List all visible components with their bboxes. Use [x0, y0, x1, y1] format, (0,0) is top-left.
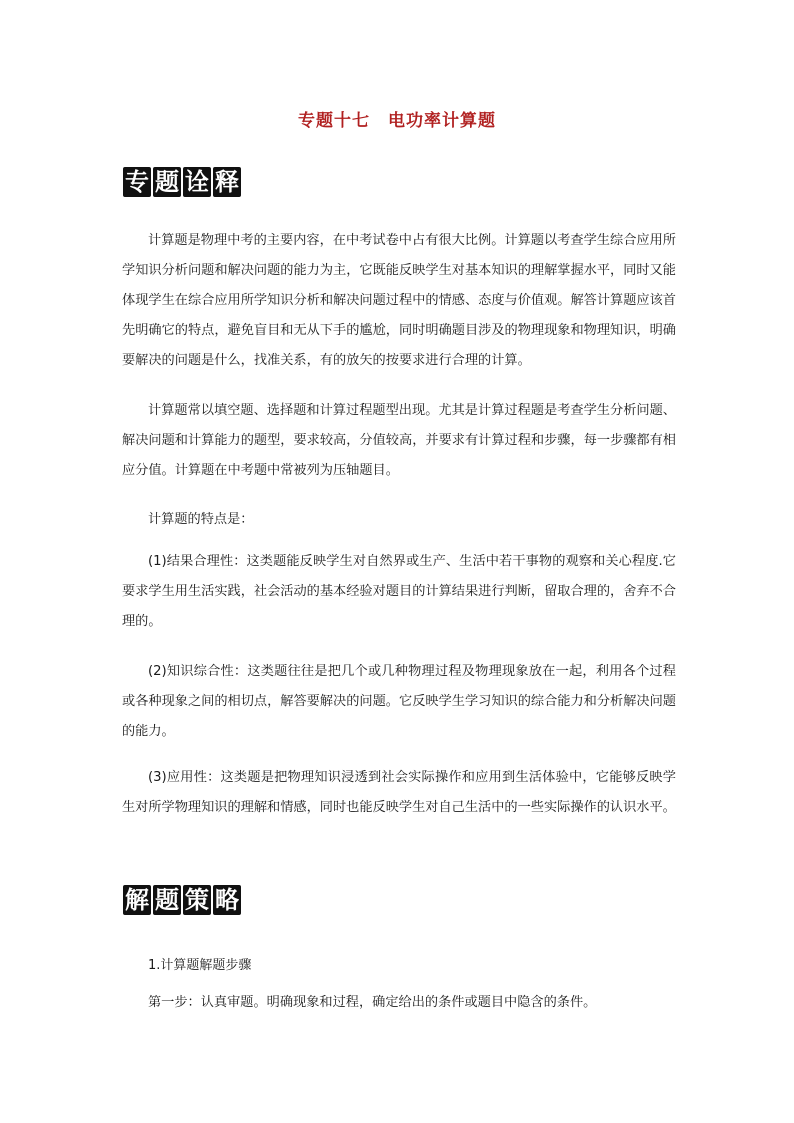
- badge-char: 诠: [185, 168, 209, 196]
- paragraph-feature-2: (2)知识综合性：这类题往往是把几个或几种物理过程及物理现象放在一起，利用各个过程或各种现象之间的相切点，解答要解决的问题。它反映学生学习知识的综合能力和分析解决问题的能力。: [122, 664, 676, 739]
- paragraph-features-lead: 计算题的特点是：: [148, 512, 254, 527]
- paragraph-feature-1: (1)结果合理性：这类题能反映学生对自然界或生产、生活中若干事物的观察和关心程度.它要求学生用生活实践，社会活动的基本经验对题目的计算结果进行判断，留取合理的，舍弃不合理的。: [122, 554, 676, 629]
- badge-char: 策: [185, 886, 209, 914]
- document-title: 专题十七 电功率计算题: [298, 111, 496, 131]
- badge-char: 题: [155, 886, 179, 914]
- step-one: 第一步：认真审题。明确现象和过程，确定给出的条件或题目中隐含的条件。: [148, 995, 597, 1010]
- section-badge-strategy: [123, 885, 241, 915]
- badge-char: 解: [125, 886, 149, 914]
- badge-char: 专: [125, 168, 149, 196]
- paragraph-forms: 计算题常以填空题、选择题和计算过程题型出现。尤其是计算过程题是考查学生分析问题、解决问题和计算能力的题型，要求较高，分值较高，并要求有计算过程和步骤，每一步骤都有相应分值。计算题在中考题中常被列为压轴题目。: [122, 403, 676, 478]
- steps-heading: 1.计算题解题步骤: [148, 958, 252, 973]
- paragraph-intro: 计算题是物理中考的主要内容，在中考试卷中占有很大比例。计算题以考查学生综合应用所学知识分析问题和解决问题的能力为主，它既能反映学生对基本知识的理解掌握水平，同时又能体现学生在综合应用所学知识分析和解决问题过程中的情感、态度与价值观。解答计算题应该首先明确它的特点，避免盲目和无从下手的尴尬，同时明确题目涉及的物理现象和物理知识，明确要解决的问题是什么，找准关系，有的放矢的按要求进行合理的计算。: [122, 233, 676, 368]
- badge-char: 题: [155, 168, 179, 196]
- section-badge-interpretation: [123, 167, 241, 197]
- badge-char: 释: [215, 168, 239, 196]
- paragraph-feature-3: (3)应用性：这类题是把物理知识浸透到社会实际操作和应用到生活体验中，它能够反映学生对所学物理知识的理解和情感，同时也能反映学生对自己生活中的一些实际操作的认识水平。: [122, 770, 676, 815]
- badge-char: 略: [215, 886, 239, 914]
